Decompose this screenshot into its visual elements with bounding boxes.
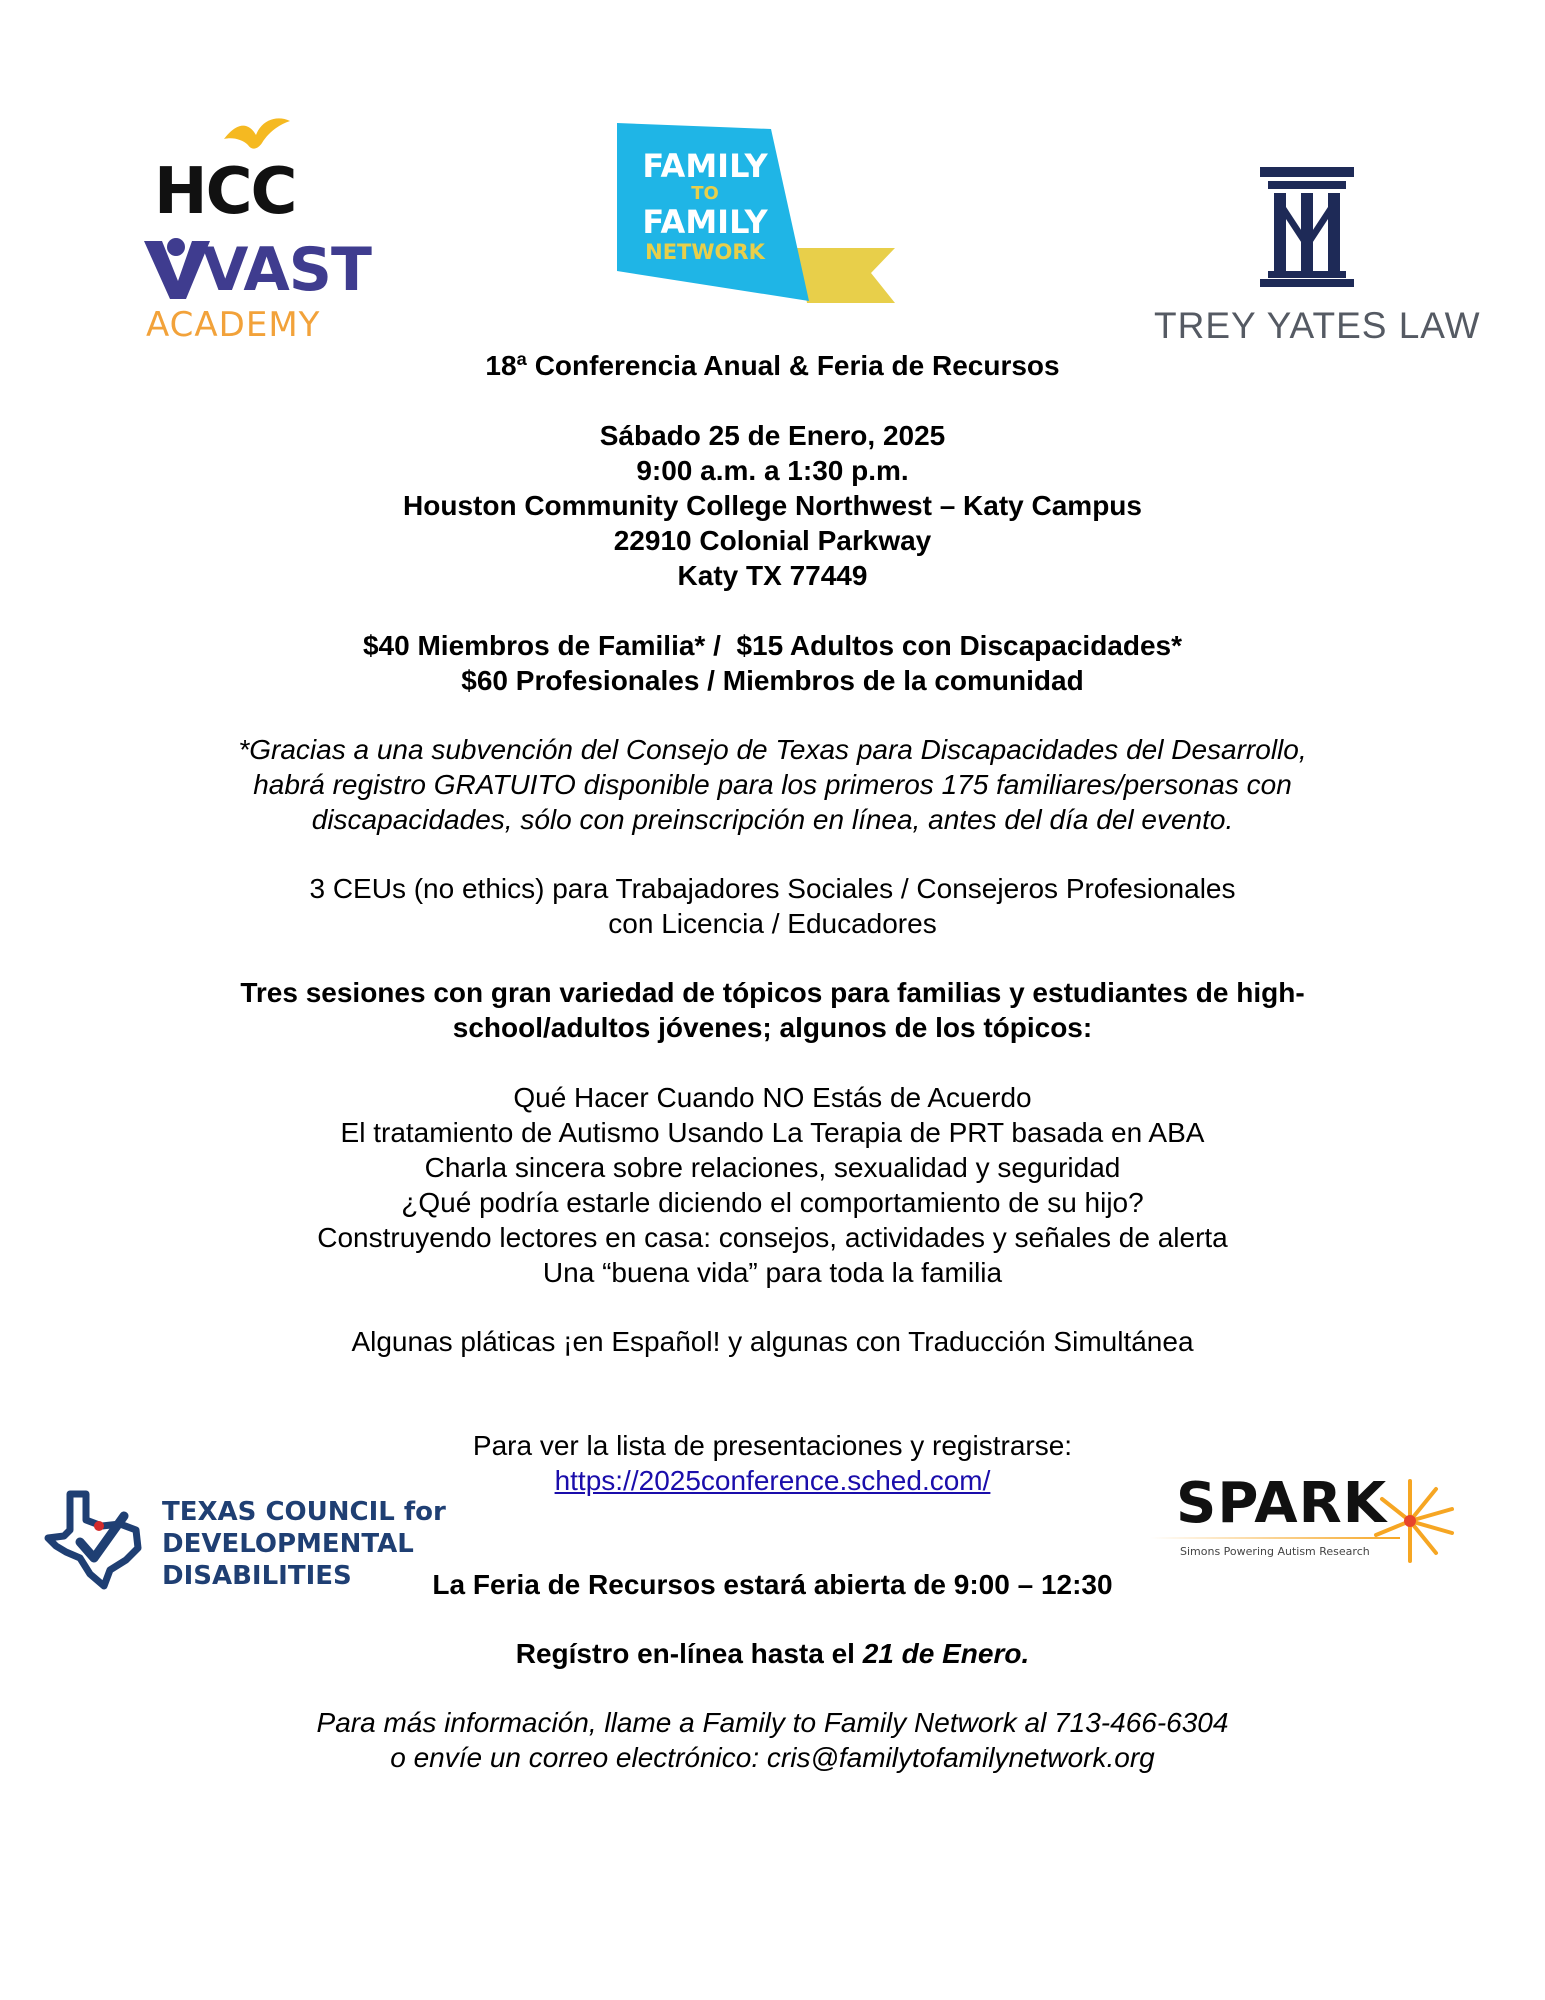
event-title: 18ª Conferencia Anual & Feria de Recursos: [485, 350, 1060, 381]
registration-deadline: [0, 1636, 1545, 1671]
grant-note-line-2: habrá registro GRATUITO disponible para los primeros 175 familiares/personas con: [253, 769, 1292, 800]
event-city: Katy TX 77449: [677, 560, 868, 591]
spark-burst-icon: [1370, 1475, 1460, 1565]
event-time: 9:00 a.m. a 1:30 p.m.: [636, 455, 909, 486]
pillar-monogram-icon: [1260, 167, 1354, 287]
hcc-vast-academy-logo: [140, 115, 371, 350]
hcc-text: HCC: [154, 155, 296, 229]
ftf-line-3: FAMILY: [642, 203, 768, 241]
topic-item: Qué Hacer Cuando NO Estás de Acuerdo: [513, 1082, 1032, 1113]
tcdd-line-3: DISABILITIES: [162, 1561, 352, 1591]
ceus-line-2: con Licencia / Educadores: [608, 908, 937, 939]
spark-logo: [1150, 1465, 1470, 1575]
sessions-intro-line-1: Tres sesiones con gran variedad de tópicos para familias y estudiantes de high-: [240, 977, 1305, 1008]
registration-prompt: Para ver la lista de presentaciones y registrarse:: [472, 1430, 1073, 1461]
topic-item: Charla sincera sobre relaciones, sexualidad y seguridad: [424, 1152, 1121, 1183]
tcdd-line-2: DEVELOPMENTAL: [162, 1529, 414, 1559]
tcdd-line-1: TEXAS COUNCIL for: [162, 1497, 446, 1527]
trey-yates-law-logo: [1150, 165, 1481, 350]
spark-underline: [1150, 1537, 1400, 1539]
grant-note-line-3: discapacidades, sólo con preinscripción en línea, antes del día del evento.: [311, 804, 1234, 835]
event-street: 22910 Colonial Parkway: [613, 525, 932, 556]
topic-item: Una “buena vida” para toda la familia: [542, 1257, 1003, 1288]
registration-link[interactable]: https://2025conference.sched.com/: [554, 1465, 991, 1496]
deadline-date: 21 de Enero.: [862, 1638, 1030, 1669]
contact-line-2: o envíe un correo electrónico: cris@familytofamilynetwork.org: [390, 1742, 1155, 1773]
vast-text: VAST: [202, 235, 371, 305]
ceus-line-1: 3 CEUs (no ethics) para Trabajadores Sociales / Consejeros Profesionales: [309, 873, 1236, 904]
bird-icon: [222, 115, 292, 157]
academy-text: ACADEMY: [146, 305, 321, 345]
topic-item: ¿Qué podría estarle diciendo el comportamiento de su hijo?: [401, 1187, 1144, 1218]
spark-subtitle: Simons Powering Autism Research: [1180, 1545, 1370, 1558]
trey-yates-law-text: TREY YATES LAW: [1154, 305, 1481, 346]
ftf-line-1: FAMILY: [642, 147, 768, 185]
ftf-line-4: NETWORK: [645, 240, 765, 264]
event-date: Sábado 25 de Enero, 2025: [599, 420, 946, 451]
pricing-line-1: $40 Miembros de Familia* / $15 Adultos con Discapacidades*: [362, 630, 1183, 661]
ftf-line-2: TO: [691, 183, 719, 204]
spanish-note: Algunas pláticas ¡en Español! y algunas con Traducción Simultánea: [351, 1326, 1194, 1357]
pricing-line-2: $60 Profesionales / Miembros de la comunidad: [461, 665, 1084, 696]
sessions-intro-line-2: school/adultos jóvenes; algunos de los tópicos:: [452, 1012, 1093, 1043]
spark-text: SPARK: [1176, 1471, 1388, 1536]
contact-line-1: Para más información, llame a Family to Family Network al 713-466-6304: [316, 1707, 1229, 1738]
deadline-prefix: Regístro en-línea hasta el: [515, 1638, 863, 1669]
grant-note-line-1: *Gracias a una subvención del Consejo de Texas para Discapacidades del Desarrollo,: [238, 734, 1307, 765]
event-venue: Houston Community College Northwest – Katy Campus: [403, 490, 1142, 521]
topic-item: El tratamiento de Autismo Usando La Terapia de PRT basada en ABA: [340, 1117, 1205, 1148]
fair-hours: La Feria de Recursos estará abierta de 9:00 – 12:30: [432, 1569, 1113, 1600]
topic-item: Construyendo lectores en casa: consejos, actividades y señales de alerta: [317, 1222, 1228, 1253]
family-to-family-network-logo: [617, 123, 897, 308]
